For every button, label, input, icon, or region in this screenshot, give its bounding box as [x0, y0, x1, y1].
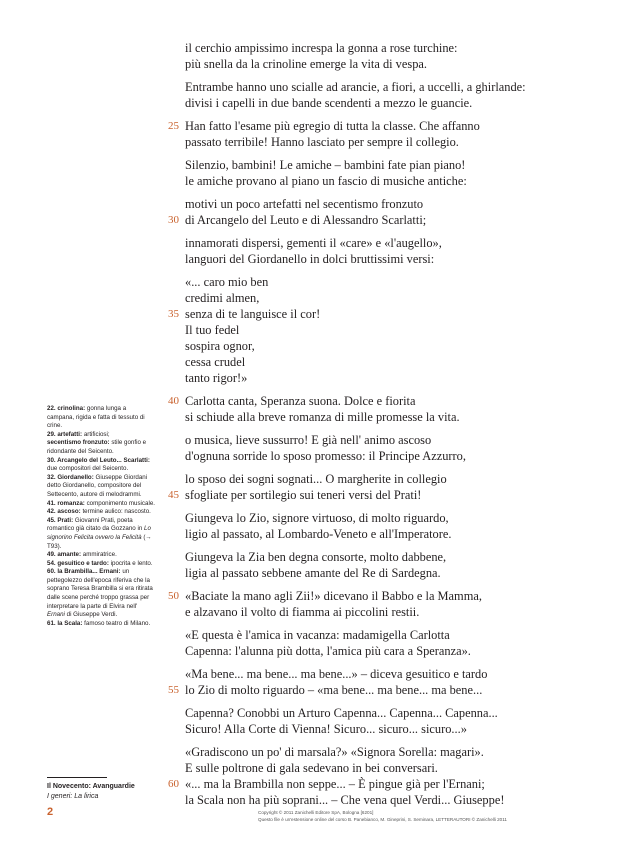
stanza [168, 274, 605, 386]
verse-line [185, 196, 605, 212]
stanza [168, 666, 605, 698]
stanza [185, 157, 605, 189]
line-number: 40 [168, 395, 179, 407]
verse-line [185, 604, 605, 620]
note-body: stile gonfio e ridondante del Seicento. [47, 439, 147, 455]
note-body: componimento musicale. [86, 499, 155, 507]
verse-text: languori del Giordanello in dolci bruttissimi versi: [185, 252, 435, 266]
note-tail: (→ T93). [47, 533, 152, 550]
line-number: 60 [168, 778, 179, 790]
note-entry [47, 551, 155, 560]
verse-text: «Ma bene... ma bene... ma bene...» – diceva gesuitico e tardo [185, 667, 488, 681]
verse-line [185, 173, 605, 189]
stanza [185, 79, 605, 111]
page-number: 2 [47, 806, 54, 818]
stanza [168, 118, 605, 150]
verse-text: Sicuro! Alla Corte di Vienna! Sicuro... sicuro... sicuro...» [185, 722, 467, 736]
verse-line [168, 118, 605, 134]
verse-text: e alzavano il volto di fiamma ai piccolini restii. [185, 605, 420, 619]
verse-text: Entrambe hanno uno scialle ad arancie, a fiori, a uccelli, a ghirlande: [185, 80, 526, 94]
verse-line [185, 274, 605, 290]
verse-line [185, 95, 605, 111]
verse-text: sfogliate per sortilegio sui teneri versi del Prati! [185, 488, 422, 502]
verse-line [185, 760, 605, 776]
note-term: 60. la Brambilla... Ernani: [47, 568, 121, 576]
note-term: 42. ascoso: [47, 508, 81, 516]
verse-line [168, 682, 605, 698]
verse-text: Capenna? Conobbi un Arturo Capenna... Capenna... Capenna... [185, 706, 498, 720]
stanza [168, 744, 605, 808]
note-body: ipocrita e lento. [110, 559, 153, 567]
note-term: 32. Giordanello: [47, 473, 94, 481]
verse-text: passato terribile! Hanno lasciato per sempre il collegio. [185, 135, 459, 149]
verse-line [185, 549, 605, 565]
verse-text: d'ognuna sorride lo sposo promesso: il Principe Azzurro, [185, 449, 466, 463]
verse-line [185, 235, 605, 251]
stanza [185, 235, 605, 267]
verse-text: Silenzio, bambini! Le amiche – bambini fate pian piano! [185, 158, 466, 172]
verse-line [185, 565, 605, 581]
stanza [185, 510, 605, 542]
verse-line [168, 306, 605, 322]
verse-text: cessa crudel [185, 355, 246, 369]
note-term: secentismo fronzuto: [47, 439, 110, 447]
verse-line [185, 643, 605, 659]
verse-line [168, 588, 605, 604]
glossary-notes [47, 405, 155, 628]
stanza [185, 432, 605, 464]
verse-line [185, 157, 605, 173]
verse-line [185, 471, 605, 487]
verse-line [185, 510, 605, 526]
note-body: famoso teatro di Milano. [84, 619, 151, 627]
line-number: 55 [168, 684, 179, 696]
stanza [168, 196, 605, 228]
verse-line [185, 338, 605, 354]
verse-line [185, 432, 605, 448]
verse-text: le amiche provano al piano un fascio di musiche antiche: [185, 174, 467, 188]
copyright-notice [258, 809, 618, 823]
verse-line [185, 792, 605, 808]
line-number: 50 [168, 590, 179, 602]
verse-line [168, 393, 605, 409]
note-body: Giovanni Prati, poeta romantico già citato da Gozzano in [47, 516, 143, 533]
verse-text: motivi un poco artefatti nel secentismo fronzuto [185, 197, 424, 211]
verse-text: tanto rigor!» [185, 371, 248, 385]
verse-text: innamorati dispersi, gementi il «care» e «l'augello», [185, 236, 442, 250]
verse-text: la Scala non ha più soprani... – Che vena quel Verdi... Giuseppe! [185, 793, 505, 807]
note-term: 41. romanza: [47, 499, 85, 507]
note-entry [47, 431, 155, 440]
verse-text: Giungeva la Zia ben degna consorte, molto dabbene, [185, 550, 447, 564]
section-title: Il Novecento: Avanguardie [47, 783, 135, 790]
verse-text: o musica, lieve sussurro! E già nell' animo ascoso [185, 433, 432, 447]
stanza [185, 705, 605, 737]
note-entry [47, 457, 155, 474]
stanza [168, 471, 605, 503]
verse-line [185, 370, 605, 386]
verse-text: Capenna: l'alunna più dotta, l'amica più cara a Speranza». [185, 644, 471, 658]
verse-line [185, 79, 605, 95]
section-label [47, 782, 135, 802]
note-term: 54. gesuitico e tardo: [47, 559, 109, 567]
section-subtitle: I generi: La lirica [47, 793, 99, 800]
verse-text: lo Zio di molto riguardo – «ma bene... ma bene... ma bene... [185, 683, 483, 697]
verse-line [185, 705, 605, 721]
footer-divider [47, 777, 107, 778]
verse-text: di Arcangelo del Leuto e di Alessandro Scarlatti; [185, 213, 427, 227]
note-entry [47, 405, 155, 431]
note-body: artificiosi; [83, 430, 110, 438]
note-body: gonna lunga a campana, rigida e fatta di tessuto di crine. [47, 405, 145, 430]
note-entry [47, 474, 155, 500]
verse-line [185, 627, 605, 643]
note-entry [47, 439, 155, 456]
line-number: 30 [168, 214, 179, 226]
verse-text: «Baciate la mano agli Zii!» dicevano il Babbo e la Mamma, [185, 589, 482, 603]
verse-text: «Gradiscono un po' di marsala?» «Signora Sorella: magari». [185, 745, 484, 759]
note-entry [47, 508, 155, 517]
verse-text: «... caro mio ben [185, 275, 269, 289]
copyright-line: Questo file è un'estensione online del corso B. Panebianco, M. Gineprini, S. Seminara, LETTERAUTORI © Zanichelli 2011 [258, 817, 507, 822]
verse-text: si schiude alla breve romanza di mille promesse la vita. [185, 410, 460, 424]
note-term: 29. artefatti: [47, 430, 83, 438]
verse-text: ligio al passato, al Lombardo-Veneto e all'Imperatore. [185, 527, 452, 541]
stanza [185, 549, 605, 581]
verse-line [185, 409, 605, 425]
stanza [168, 393, 605, 425]
verse-line [185, 666, 605, 682]
verse-line [168, 487, 605, 503]
note-italic: Ernani [47, 611, 65, 619]
note-body: ammiratrice. [82, 551, 117, 559]
note-entry [47, 560, 155, 569]
verse-text: «E questa è l'amica in vacanza: madamigella Carlotta [185, 628, 450, 642]
note-body: un pettegolezzo dell'epoca riferiva che la soprano Teresa Brambilla si era ritirata dalle scene perché troppo grassa per interpretare la parte di Elvira nell' [47, 568, 153, 610]
note-body: Giuseppe Giordani detto Giordanello, compositore del Settecento, autore di melodrammi. [47, 473, 148, 498]
line-number: 45 [168, 489, 179, 501]
note-entry [47, 517, 155, 551]
note-entry [47, 568, 155, 620]
verse-line [185, 251, 605, 267]
stanza [185, 627, 605, 659]
verse-text: sospira ognor, [185, 339, 255, 353]
note-term: 30. Arcangelo del Leuto... Scarlatti: [47, 456, 150, 464]
verse-text: «... ma la Brambilla non seppe... – È pingue già per l'Ernani; [185, 777, 485, 791]
verse-text: Han fatto l'esame più egregio di tutta la classe. Che affanno [185, 119, 480, 133]
note-entry [47, 620, 155, 629]
verse-text: Il tuo fedel [185, 323, 240, 337]
verse-line [185, 322, 605, 338]
copyright-line: Copyright © 2011 Zanichelli Editore SpA, Bologna [6201] [258, 810, 374, 815]
verse-line [185, 40, 605, 56]
verse-line [185, 744, 605, 760]
line-number: 25 [168, 120, 179, 132]
note-entry [47, 500, 155, 509]
note-body: due compositori del Seicento. [47, 465, 129, 473]
verse-line [185, 134, 605, 150]
note-term: 61. la Scala: [47, 619, 83, 627]
verse-line [185, 56, 605, 72]
line-number: 35 [168, 308, 179, 320]
verse-text: E sulle poltrone di gala sedevano in bei conversari. [185, 761, 438, 775]
stanza [185, 40, 605, 72]
verse-line [185, 526, 605, 542]
verse-text: ligia al passato sebbene amante del Re di Sardegna. [185, 566, 441, 580]
verse-text: senza di te languisce il cor! [185, 307, 321, 321]
verse-line [168, 212, 605, 228]
note-italic: Lo signorino Felicita ovvero la Felicità [47, 525, 151, 541]
verse-text: credimi almen, [185, 291, 260, 305]
verse-line [185, 448, 605, 464]
verse-text: più snella da la crinoline emerge la vita di vespa. [185, 57, 427, 71]
verse-text: divisi i capelli in due bande scendenti a mezzo le guancie. [185, 96, 473, 110]
verse-line [185, 354, 605, 370]
verse-text: Carlotta canta, Speranza suona. Dolce e fiorita [185, 394, 416, 408]
verse-line [168, 776, 605, 792]
verse-line [185, 290, 605, 306]
verse-text: lo sposo dei sogni sognati... O margherite in collegio [185, 472, 447, 486]
verse-line [185, 721, 605, 737]
note-term: 49. amante: [47, 551, 82, 559]
note-term: 45. Prati: [47, 516, 74, 524]
verse-text: il cerchio ampissimo increspa la gonna a rose turchine: [185, 41, 458, 55]
verse-text: Giungeva lo Zio, signore virtuoso, di molto riguardo, [185, 511, 449, 525]
poem-text [168, 40, 605, 815]
stanza [168, 588, 605, 620]
note-tail: di Giuseppe Verdi. [66, 611, 118, 619]
note-body: termine aulico: nascosto. [82, 508, 151, 516]
note-term: 22. crinolina: [47, 405, 86, 412]
